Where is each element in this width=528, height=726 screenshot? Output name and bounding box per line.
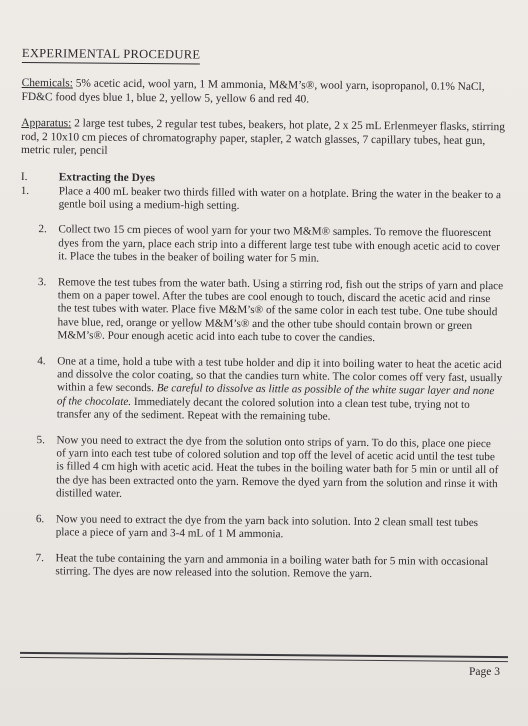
step-number: 6. — [35, 512, 45, 525]
step-text: Place a 400 mL beaker two thirds filled with water on a hotplate. Bring the water in the beaker to a gentle boil using a medium-high setting. — [58, 184, 502, 212]
step-number: 1. — [20, 184, 30, 197]
step-number: 3. — [37, 275, 47, 288]
chemicals-label: Chemicals: — [21, 76, 73, 90]
apparatus-text: 2 large test tubes, 2 regular test tubes, beakers, hot plate, 2 x 25 mL Erlenmeyer flasks, stirring rod, 2 10x10 cm pieces of chromatography paper, stapler, 2 watch glasses, 7 capillary tubes, heat gun, metric ruler, pencil — [21, 117, 506, 158]
step-4 — [19, 355, 504, 426]
procedure-content — [17, 44, 506, 595]
step-4-caution-italic: Be careful to dissolve as little as possible of the white sugar layer and none of the chocolate. — [56, 382, 495, 408]
section-number: I. — [20, 170, 28, 184]
step-text: Remove the test tubes from the water bath. Using a stirring rod, fish out the strips of yarn and place them on a paper towel. After the tubes are cool enough to touch, discard the acetic acid and rinse the test tubes with water. Place five M&M’s® of the same color in each test tube. One tube should have blue, red, orange or yellow M&M’s® and the other tube should contain brown or green M&M’s®. Pour enough acetic acid into each tube to cover the candies. — [57, 275, 504, 345]
apparatus-paragraph — [21, 117, 505, 162]
page-number: Page 3 — [469, 666, 500, 678]
step-1 — [21, 185, 505, 216]
section-title: Extracting the Dyes — [58, 171, 156, 185]
step-4-text-b: Immediately decant the colored solution into a clean test tube, trying not to transfer any of the sediment. Repeat with the remaining tube. — [56, 395, 470, 423]
apparatus-label: Apparatus: — [21, 117, 72, 130]
chemicals-text: 5% acetic acid, wool yarn, 1 M ammonia, M&M’s®, wool yarn, isopropanol, 0.1% NaCl, FD&C food dyes blue 1, blue 2, yellow 5, yellow 6 and red 40. — [21, 77, 485, 106]
step-6 — [18, 513, 502, 544]
step-text — [57, 355, 504, 426]
step-number: 7. — [35, 551, 44, 564]
step-4-text-a: One at a time, hold a tube with a test tube holder and dip it into boiling water to heat the acetic acid and dissolve the color coating, so that the candies turn white. The color comes off very fast, usually within a few seconds. — [56, 354, 503, 395]
step-number: 4. — [37, 354, 46, 367]
step-3 — [19, 276, 504, 347]
step-text: Heat the tube containing the yarn and ammonia in a boiling water bath for 5 min with occasional stirring. The dyes are now released into the solution. Remove the yarn. — [55, 551, 489, 580]
step-text: Now you need to extract the dye from the solution onto strips of yarn. To do this, place one piece of yarn into each test tube of colored solution and top off the level of acetic acid until the test tube is filled 4 cm high with acetic acid. Heat the tubes in the boiling water bath for 5 min or until all of the dye has been extracted onto the yarn. Remove the dyed yarn from the solution and rinse it with distilled water. — [56, 433, 499, 501]
chemicals-paragraph — [21, 77, 505, 108]
page-heading: EXPERIMENTAL PROCEDURE — [22, 46, 201, 65]
step-5 — [18, 434, 503, 505]
step-number: 5. — [36, 433, 45, 446]
step-2 — [20, 223, 504, 267]
step-7 — [17, 551, 501, 582]
step-number: 2. — [38, 223, 47, 236]
step-text: Collect two 15 cm pieces of wool yarn for your two M&M® samples. To remove the fluorescent dyes from the yarn, place each strip into a different large test tube with enough acetic acid to cover it. Place the tubes in the beaker of boiling water for 5 min. — [58, 223, 500, 265]
step-text: Now you need to extract the dye from the yarn back into solution. Into 2 clean small test tubes place a piece of yarn and 3-4 mL of 1 M ammonia. — [55, 513, 479, 541]
footer-rule-thin — [20, 657, 508, 662]
